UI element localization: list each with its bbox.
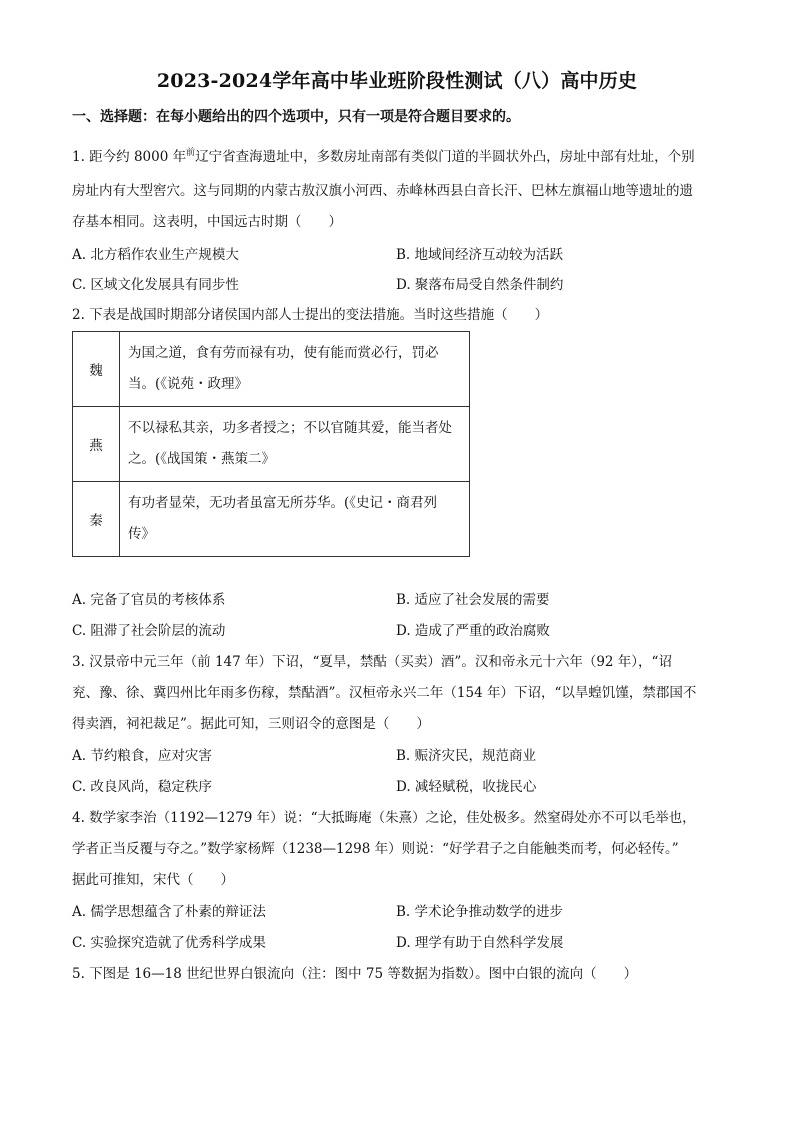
- q2-option-d: D. 造成了严重的政治腐败: [396, 623, 550, 639]
- q2-stem: 2. 下表是战国时期部分诸侯国内部人士提出的变法措施。当时这些措施（ ）: [72, 307, 549, 323]
- quote-cell: [120, 332, 470, 407]
- quote-line: 之。(《战国策・燕策二》: [128, 451, 276, 467]
- state-cell: 燕: [73, 407, 120, 482]
- q1-option-a: A. 北方稻作农业生产规模大: [72, 247, 239, 263]
- exam-title: 2023-2024学年高中毕业班阶段性测试（八）高中历史: [156, 70, 638, 92]
- q3-option-c: C. 改良风尚，稳定秩序: [72, 779, 212, 795]
- q2-option-c: C. 阻滞了社会阶层的流动: [72, 623, 226, 639]
- q4-option-b: B. 学术论争推动数学的进步: [396, 904, 564, 920]
- quote-line: 传》: [128, 526, 155, 542]
- section-heading: 一、选择题：在每小题给出的四个选项中，只有一项是符合题目要求的。: [72, 109, 520, 125]
- q1-stem-line-1: [72, 142, 724, 175]
- table-row: [73, 482, 470, 557]
- quote-line: 有功者显荣，无功者虽富无所芬华。(《史记・商君列: [128, 495, 438, 511]
- q3-option-a: A. 节约粮食，应对灾害: [72, 748, 212, 764]
- q1-text-a: 1. 距今约 8000 年: [72, 149, 187, 165]
- table-row: [73, 332, 470, 407]
- reform-table: [72, 331, 470, 557]
- q4-stem-line-3: 据此可推知，宋代（ ）: [72, 872, 234, 888]
- q4-option-c: C. 实验探究造就了优秀科学成果: [72, 935, 266, 951]
- quote-line: 当。(《说苑・政理》: [128, 376, 249, 392]
- q2-option-a: A. 完备了官员的考核体系: [72, 592, 226, 608]
- q1-option-b: B. 地域间经济互动较为活跃: [396, 247, 564, 263]
- quote-cell: [120, 482, 470, 557]
- q4-option-a: A. 儒学思想蕴含了朴素的辩证法: [72, 904, 266, 920]
- q1-stem-line-2: 房址内有大型窖穴。这与同期的内蒙古敖汉旗小河西、赤峰林西县白音长汗、巴林左旗福山地等遗址的遗: [72, 183, 693, 199]
- q2-option-b: B. 适应了社会发展的需要: [396, 592, 550, 608]
- q1-option-d: D. 聚落布局受自然条件制约: [396, 277, 564, 293]
- q1-option-c: C. 区域文化发展具有同步性: [72, 277, 239, 293]
- q3-option-d: D. 减轻赋税，收拢民心: [396, 779, 537, 795]
- quote-line: 为国之道，食有劳而禄有功，使有能而赏必行，罚必: [128, 345, 439, 361]
- q1-stem-line-3: 存基本相同。这表明，中国远古时期（ ）: [72, 214, 342, 230]
- q3-option-b: B. 赈济灾民，规范商业: [396, 748, 537, 764]
- q1-text-b: 辽宁省查海遗址中，多数房址南部有类似门道的半圆状外凸，房址中部有灶址，个别: [195, 149, 695, 165]
- table-row: [73, 407, 470, 482]
- q1-superscript: 前: [186, 148, 196, 158]
- state-cell: 秦: [73, 482, 120, 557]
- quote-line: 不以禄私其亲，功多者授之；不以官随其爱，能当者处: [128, 420, 452, 436]
- quote-cell: [120, 407, 470, 482]
- q3-stem-line-3: 得卖酒，祠祀裁足”。据此可知，三则诏令的意图是（ ）: [72, 716, 430, 732]
- q4-option-d: D. 理学有助于自然科学发展: [396, 935, 564, 951]
- q3-stem-line-2: 兖、豫、徐、冀四州比年雨多伤稼，禁酤酒”。汉桓帝永兴二年（154 年）下诏，“以旱蝗饥馑，禁郡国不: [72, 685, 697, 701]
- q3-stem-line-1: 3. 汉景帝中元三年（前 147 年）下诏，“夏旱，禁酤（买卖）酒”。汉和帝永元十六年（92 年），“诏: [72, 654, 672, 670]
- state-cell: 魏: [73, 332, 120, 407]
- q4-stem-line-2: 学者正当反覆与夺之。”数学家杨辉（1238—1298 年）则说：“好学君子之自能触类而考，何必轻传。”: [72, 841, 679, 857]
- q5-stem: 5. 下图是 16—18 世纪世界白银流向（注：图中 75 等数据为指数）。图中白银的流向（ ）: [72, 966, 638, 982]
- q4-stem-line-1: 4. 数学家李治（1192—1279 年）说：“大抵晦庵（朱熹）之论，佳处极多。然窒碍处亦不可以毛举也，: [72, 810, 696, 826]
